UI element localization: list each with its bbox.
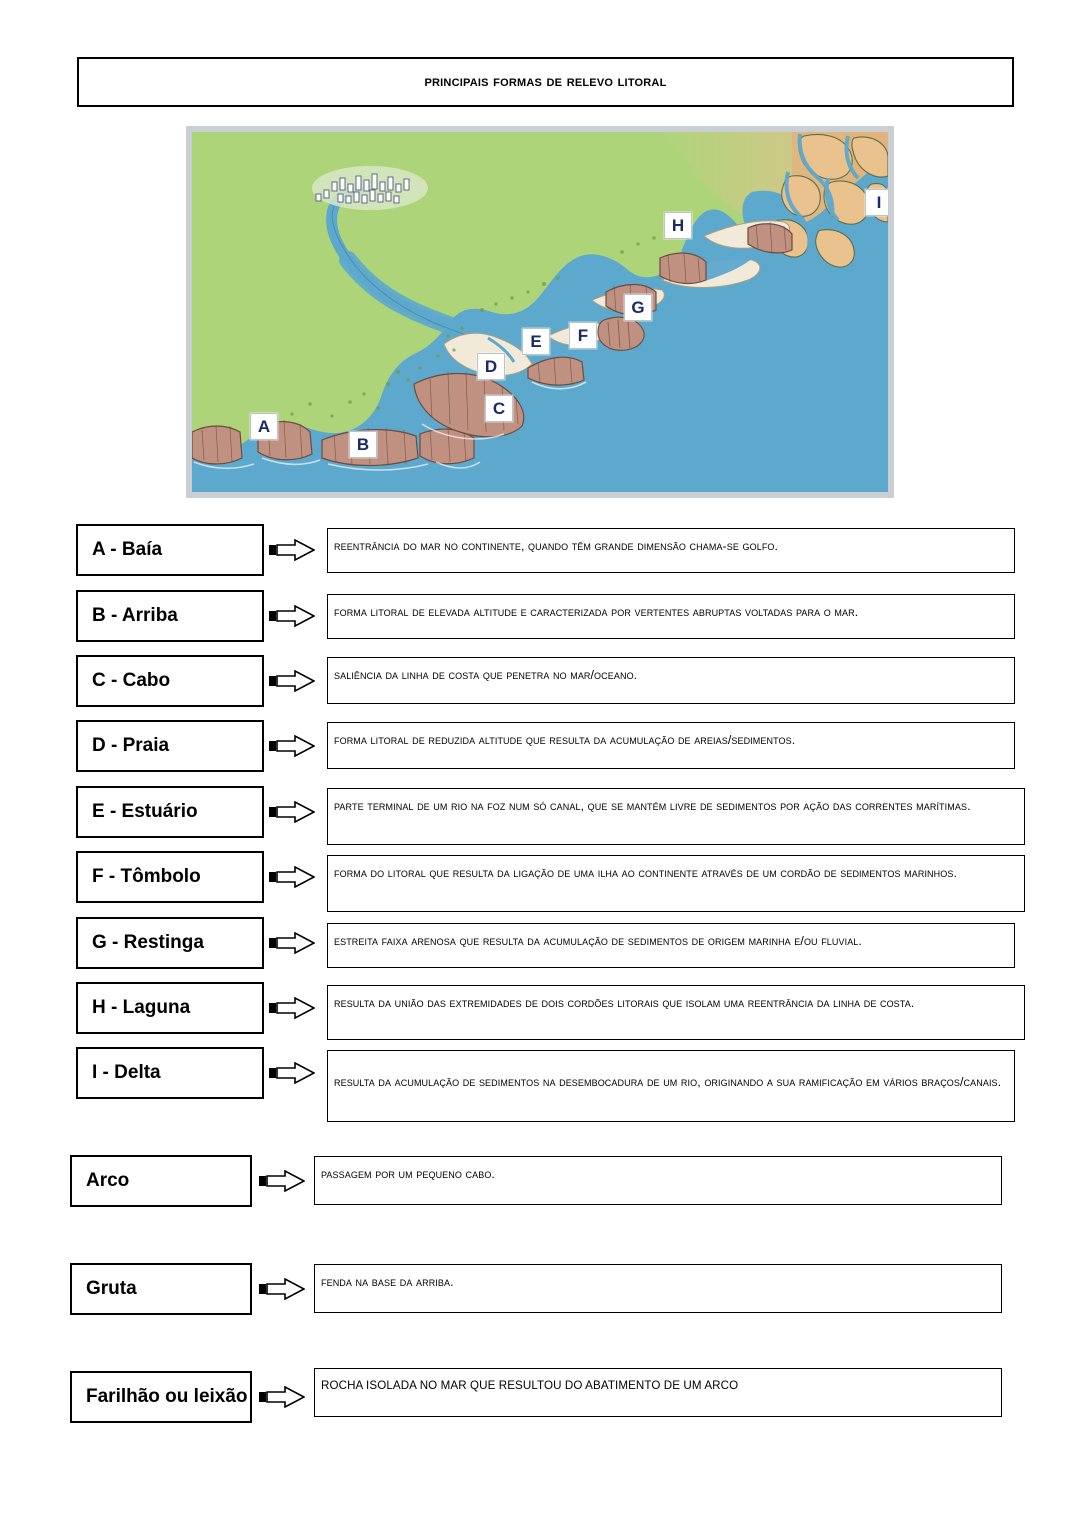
term-label-b: B - Arriba	[92, 605, 178, 626]
map-label-i: I	[865, 189, 888, 216]
right-arrow-icon-c	[269, 670, 315, 692]
right-arrow-icon-arco	[259, 1170, 305, 1192]
right-arrow-icon-d	[269, 735, 315, 757]
desc-box-f	[327, 855, 1025, 912]
term-label-h: H - Laguna	[92, 997, 191, 1018]
term-label-gruta: Gruta	[86, 1278, 137, 1299]
right-arrow-icon-farilhao	[259, 1386, 305, 1408]
page-title: principais formas de relevo litoral	[424, 73, 667, 90]
map-label-d: D	[477, 353, 505, 380]
desc-box-a	[327, 528, 1015, 573]
coastline-drawing	[192, 132, 888, 492]
desc-text-c: saliência da linha de costa que penetra no mar/oceano.	[334, 668, 638, 682]
term-box-a[interactable]	[76, 524, 264, 576]
right-arrow-icon-i	[269, 1062, 315, 1084]
map-label-a: A	[250, 413, 278, 440]
term-label-c: C - Cabo	[92, 670, 171, 691]
desc-text-b: forma litoral de elevada altitude e caracterizada por vertentes abruptas voltadas para o mar.	[334, 605, 859, 619]
term-box-arco[interactable]	[70, 1155, 252, 1207]
right-arrow-icon-e	[269, 801, 315, 823]
desc-text-i: resulta da acumulação de sedimentos na desembocadura de um rio, originando a sua ramificação em vários braços/canais.	[334, 1075, 1002, 1089]
term-label-g: G - Restinga	[92, 932, 204, 953]
desc-text-a: reentrância do mar no continente, quando têm grande dimensão chama-se golfo.	[334, 539, 779, 553]
right-arrow-icon-b	[269, 605, 315, 627]
term-label-f: F - Tômbolo	[92, 866, 201, 887]
map-label-f: F	[569, 322, 597, 349]
illustration-scene	[192, 132, 888, 492]
desc-box-farilhao	[314, 1368, 1002, 1417]
right-arrow-icon-a	[269, 539, 315, 561]
desc-box-e	[327, 788, 1025, 845]
right-arrow-icon-f	[269, 866, 315, 888]
desc-box-d	[327, 722, 1015, 769]
desc-box-gruta	[314, 1264, 1002, 1313]
term-label-i: I - Delta	[92, 1062, 161, 1083]
desc-text-d: forma litoral de reduzida altitude que resulta da acumulação de areias/sedimentos.	[334, 733, 796, 747]
map-label-b: B	[349, 431, 377, 458]
desc-text-h: resulta da união das extremidades de dois cordões litorais que isolam uma reentrância da linha de costa.	[334, 996, 915, 1010]
term-box-h[interactable]	[76, 982, 264, 1034]
map-label-h: H	[664, 212, 692, 239]
term-label-farilhao: Farilhão ou leixão	[86, 1386, 248, 1407]
desc-text-e: parte terminal de um rio na foz num só canal, que se mantém livre de sedimentos por ação das correntes marítimas.	[334, 799, 971, 813]
desc-box-c	[327, 657, 1015, 704]
term-label-a: A - Baía	[92, 539, 163, 560]
coastal-landforms-illustration	[186, 126, 894, 498]
desc-text-f: forma do litoral que resulta da ligação de uma ilha ao continente através de um cordão de sedimentos marinhos.	[334, 866, 957, 880]
desc-box-b	[327, 594, 1015, 639]
term-box-gruta[interactable]	[70, 1263, 252, 1315]
desc-box-h	[327, 985, 1025, 1040]
term-box-c[interactable]	[76, 655, 264, 707]
term-box-e[interactable]	[76, 786, 264, 838]
desc-box-arco	[314, 1156, 1002, 1205]
desc-text-g: estreita faixa arenosa que resulta da acumulação de sedimentos de origem marinha e/ou fluvial.	[334, 934, 862, 948]
document-title-banner	[77, 57, 1014, 107]
right-arrow-icon-gruta	[259, 1278, 305, 1300]
term-box-f[interactable]	[76, 851, 264, 903]
term-box-g[interactable]	[76, 917, 264, 969]
desc-box-i	[327, 1050, 1015, 1122]
map-label-e: E	[522, 328, 550, 355]
desc-text-farilhao: ROCHA ISOLADA NO MAR QUE RESULTOU DO ABATIMENTO DE UM ARCO	[321, 1379, 739, 1392]
term-box-farilhao[interactable]	[70, 1371, 252, 1423]
map-label-g: G	[624, 294, 652, 321]
term-label-arco: Arco	[86, 1170, 130, 1191]
desc-box-g	[327, 923, 1015, 968]
map-label-c: C	[485, 395, 513, 422]
right-arrow-icon-g	[269, 932, 315, 954]
desc-text-arco: passagem por um pequeno cabo.	[321, 1167, 495, 1181]
town-cluster	[312, 166, 428, 210]
term-box-i[interactable]	[76, 1047, 264, 1099]
term-box-b[interactable]	[76, 590, 264, 642]
right-arrow-icon-h	[269, 997, 315, 1019]
term-label-d: D - Praia	[92, 735, 170, 756]
desc-text-gruta: fenda na base da arriba.	[321, 1275, 454, 1289]
term-label-e: E - Estuário	[92, 801, 198, 822]
term-box-d[interactable]	[76, 720, 264, 772]
